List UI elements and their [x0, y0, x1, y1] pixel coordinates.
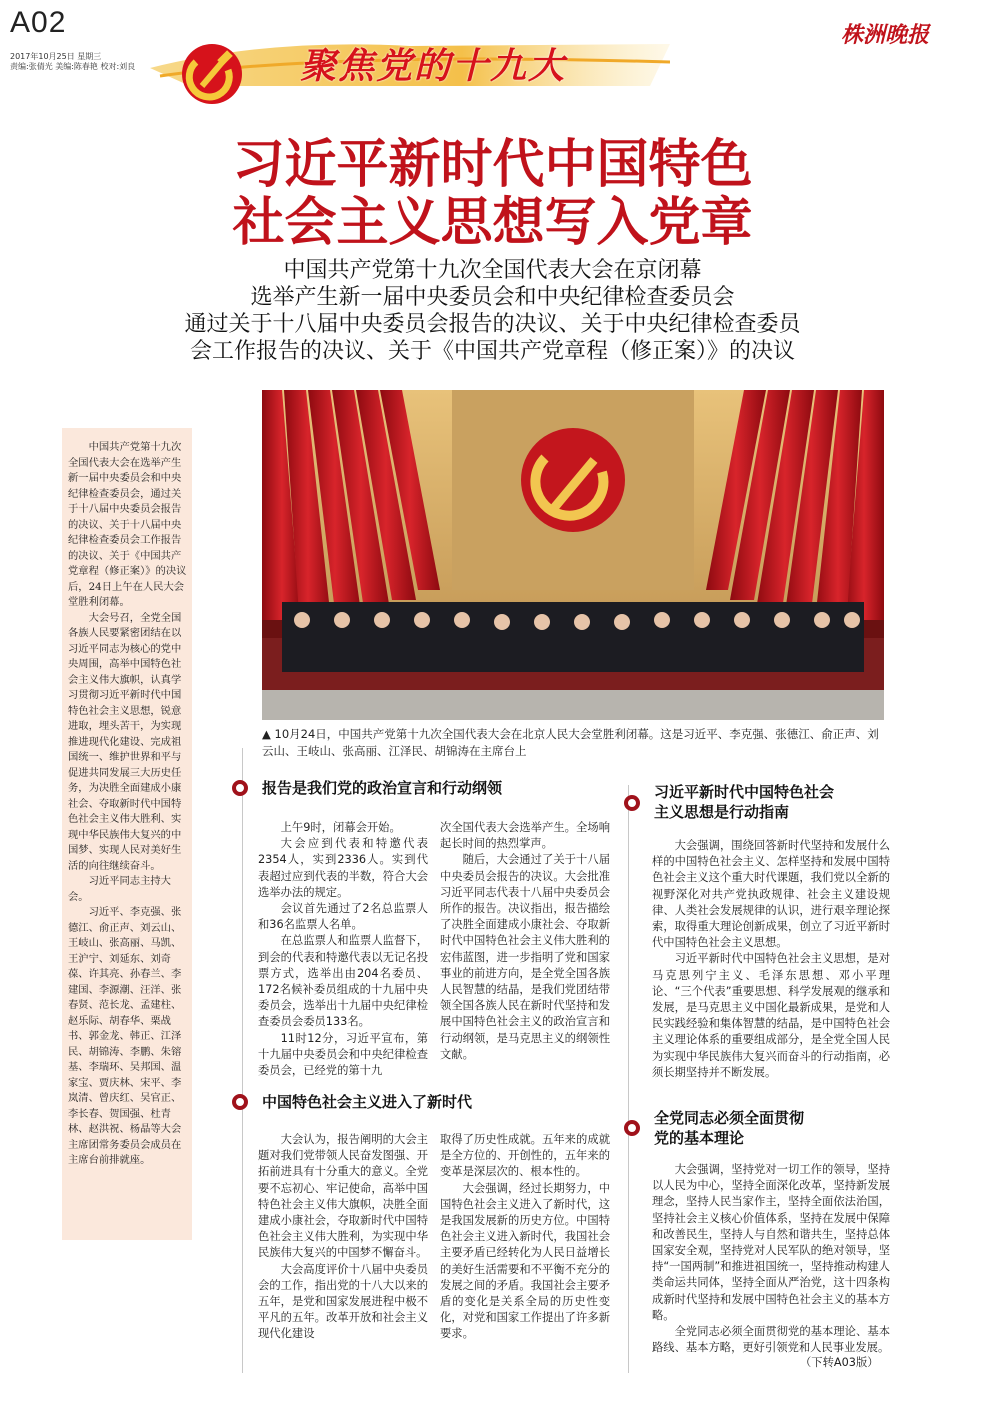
section-report-column-2: [440, 820, 610, 1063]
continued-on-label: （下转A03版）: [800, 1356, 879, 1369]
section-heading-basic-theory: [654, 1108, 894, 1148]
heading-line: 党的基本理论: [654, 1129, 745, 1147]
section-heading-guide: [654, 782, 894, 822]
subhead-3: 通过关于十八届中央委员会报告的决议、关于中央纪律检查委员: [184, 312, 801, 337]
headline-line-1: 习近平新时代中国特色: [232, 135, 753, 195]
section-bullet-icon: [232, 1094, 248, 1110]
headline-line-2: 社会主义思想写入党章: [232, 193, 753, 253]
paragraph: 大会应到代表和特邀代表2354人，实到2336人。实到代表超过应到代表的半数，符合大会选举办法的规定。: [258, 837, 428, 899]
page-number: A02: [10, 6, 67, 39]
paragraph: 全党同志必须全面贯彻党的基本理论、基本路线、基本方略，更好引领党和人民事业发展。: [652, 1325, 890, 1355]
paragraph: 上午9时，闭幕会开始。: [280, 821, 401, 834]
paragraph: 习近平新时代中国特色社会主义思想，是对马克思列宁主义、毛泽东思想、邓小平理论、“三个代表”重要思想、科学发展观的继承和发展，是马克思主义中国化最新成果，是党和人民实践经验和集体智慧的结晶，是中国特色社会主义理论体系的重要组成部分，是全党全国人民为实现中华民族伟大复兴而奋斗的行动指南，必须长期坚持并不断发展。: [652, 952, 890, 1079]
section-heading-new-era: 中国特色社会主义进入了新时代: [262, 1093, 473, 1111]
issue-date: 2017年10月25日 星期三: [10, 52, 102, 61]
section-report-column-1: [258, 820, 428, 1079]
section-new-era-column-1: [258, 1132, 428, 1343]
sidebar-paragraph: 中国共产党第十九次全国代表大会在选举产生新一届中央委员会和中央纪律检查委员会，通过关于十八届中央委员会报告的决议、关于十八届中央纪律检查委员会工作报告的决议、关于《中国共产党章程（修正案）》的决议后，24日上午在人民大会堂胜利闭幕。: [68, 441, 187, 608]
paragraph: 大会高度评价十八届中央委员会的工作，指出党的十八大以来的五年，是党和国家发展进程中极不平凡的五年。改革开放和社会主义现代化建设: [258, 1262, 428, 1341]
section-bullet-icon: [232, 780, 248, 796]
sidebar-paragraph: 习近平、李克强、张德江、俞正声、刘云山、王岐山、张高丽、马凯、王沪宁、刘延东、刘奇葆、许其亮、孙春兰、李建国、李源潮、汪洋、张春贤、范长龙、孟建柱、赵乐际、胡春华、栗战书、郭金龙、韩正、江泽民、胡锦涛、李鹏、朱镕基、李瑞环、吴邦国、温家宝、贾庆林、宋平、李岚清、曾庆红、吴官正、李长春、贺国强、杜青林、赵洪祝、杨晶等大会主席团常务委员会成员在主席台前排就座。: [68, 906, 182, 1166]
paragraph: 大会认为，报告阐明的大会主题对我们党带领人民奋发图强、开拓前进具有十分重大的意义。全党要不忘初心、牢记使命，高举中国特色社会主义伟大旗帜，决胜全面建成小康社会，夺取新时代中国特色社会主义伟大胜利，为实现中华民族伟大复兴的中国梦不懈奋斗。: [258, 1133, 428, 1260]
photo-caption: ▲ 10月24日，中国共产党第十九次全国代表大会在北京人民大会堂胜利闭幕。这是习近平、李克强、张德江、俞正声、刘云山、王岐山、张高丽、江泽民、胡锦涛在主席台上: [262, 727, 879, 758]
heading-line: 主义思想是行动指南: [654, 803, 790, 821]
paragraph: 大会强调，围绕回答新时代坚持和发展什么样的中国特色社会主义、怎样坚持和发展中国特色社会主义这个重大时代课题，我们党以全新的视野深化对共产党执政规律、社会主义建设规律、人类社会发展规律的认识，进行艰辛理论探索，取得重大理论创新成果，创立了习近平新时代中国特色社会主义思想。: [652, 839, 890, 950]
party-emblem-icon: [172, 40, 252, 108]
paragraph: 取得了历史性成就。五年来的成就是全方位的、开创性的，五年来的变革是深层次的、根本性的。: [440, 1133, 610, 1179]
paragraph: 次全国代表大会选举产生。全场响起长时间的热烈掌声。: [440, 821, 610, 851]
subhead-2: 选举产生新一届中央委员会和中央纪律检查委员会: [250, 285, 735, 310]
paragraph: 随后，大会通过了关于十八届中央委员会报告的决议。大会批准习近平同志代表十八届中央委员会所作的报告。决议指出，报告描绘了决胜全面建成小康社会、夺取新时代中国特色社会主义伟大胜利的宏伟蓝图，进一步指明了党和国家事业的前进方向，是全党全国各族人民智慧的结晶，是我们党团结带领全国各族人民在新时代坚持和发展中国特色社会主义的政治宣言和行动纲领，是马克思主义的纲领性文献。: [440, 853, 610, 1061]
subhead-4: 会工作报告的决议、关于《中国共产党章程（修正案）》的决议: [189, 339, 795, 364]
subhead-1: 中国共产党第十九次全国代表大会在京闭幕: [283, 258, 702, 283]
sidebar-paragraph: 大会号召，全党全国各族人民要紧密团结在以习近平同志为核心的党中央周围，高举中国特色社会主义伟大旗帜，认真学习贯彻习近平新时代中国特色社会主义思想，锐意进取，埋头苦干，为实现推进现代化建设、完成祖国统一、维护世界和平与促进共同发展三大历史任务，为决胜全面建成小康社会、夺取新时代中国特色社会主义伟大胜利、实现中华民族伟大复兴的中国梦、实现人民对美好生活的向往继续奋斗。: [68, 611, 182, 872]
banner-title: 聚焦党的十九大: [300, 46, 567, 87]
paragraph: 大会强调，坚持党对一切工作的领导，坚持以人民为中心，坚持全面深化改革，坚持新发展理念，坚持人民当家作主，坚持全面依法治国，坚持社会主义核心价值体系，坚持在发展中保障和改善民生，坚持人与自然和谐共生，坚持总体国家安全观，坚持党对人民军队的绝对领导，坚持“一国两制”和推进祖国统一，坚持推动构建人类命运共同体，坚持全面从严治党，这十四条构成新时代坚持和发展中国特色社会主义的基本方略。: [652, 1163, 890, 1322]
heading-line: 习近平新时代中国特色社会: [654, 783, 835, 801]
newspaper-masthead: 株洲晚报: [840, 22, 929, 48]
sidebar-summary: [68, 440, 187, 1169]
column-divider: [628, 785, 629, 1373]
congress-photo: [262, 390, 884, 720]
sidebar-paragraph: 习近平同志主持大会。: [68, 875, 171, 903]
section-heading-report: 报告是我们党的政治宣言和行动纲领: [262, 779, 503, 797]
section-new-era-column-2: [440, 1132, 610, 1343]
editor-credits: 责编:张倩光 美编:陈春艳 校对:刘良: [10, 62, 136, 71]
section-basic-theory-text: [652, 1162, 890, 1356]
section-bullet-icon: [624, 795, 640, 811]
paragraph: 11时12分，习近平宣布，第十九届中央委员会和中央纪律检查委员会，已经党的第十九: [258, 1031, 428, 1078]
paragraph: 大会强调，经过长期努力，中国特色社会主义进入了新时代，这是我国发展新的历史方位。中国特色社会主义进入新时代，我国社会主要矛盾已经转化为人民日益增长的美好生活需要和不平衡不充分的发展之间的矛盾。我国社会主要矛盾的变化是关系全局的历史性变化，对党和国家工作提出了许多新要求。: [440, 1181, 610, 1341]
section-bullet-icon: [624, 1120, 640, 1136]
section-guide-text: [652, 838, 890, 1081]
paragraph: 在总监票人和监票人监督下，到会的代表和特邀代表以无记名投票方式，选举出由204名委员、172名候补委员组成的十九届中央委员会，选举出十九届中央纪律检查委员会委员133名。: [258, 934, 428, 1029]
column-divider: [242, 748, 243, 1373]
heading-line: 全党同志必须全面贯彻: [654, 1109, 805, 1127]
paragraph: 会议首先通过了2名总监票人和36名监票人名单。: [258, 902, 428, 932]
